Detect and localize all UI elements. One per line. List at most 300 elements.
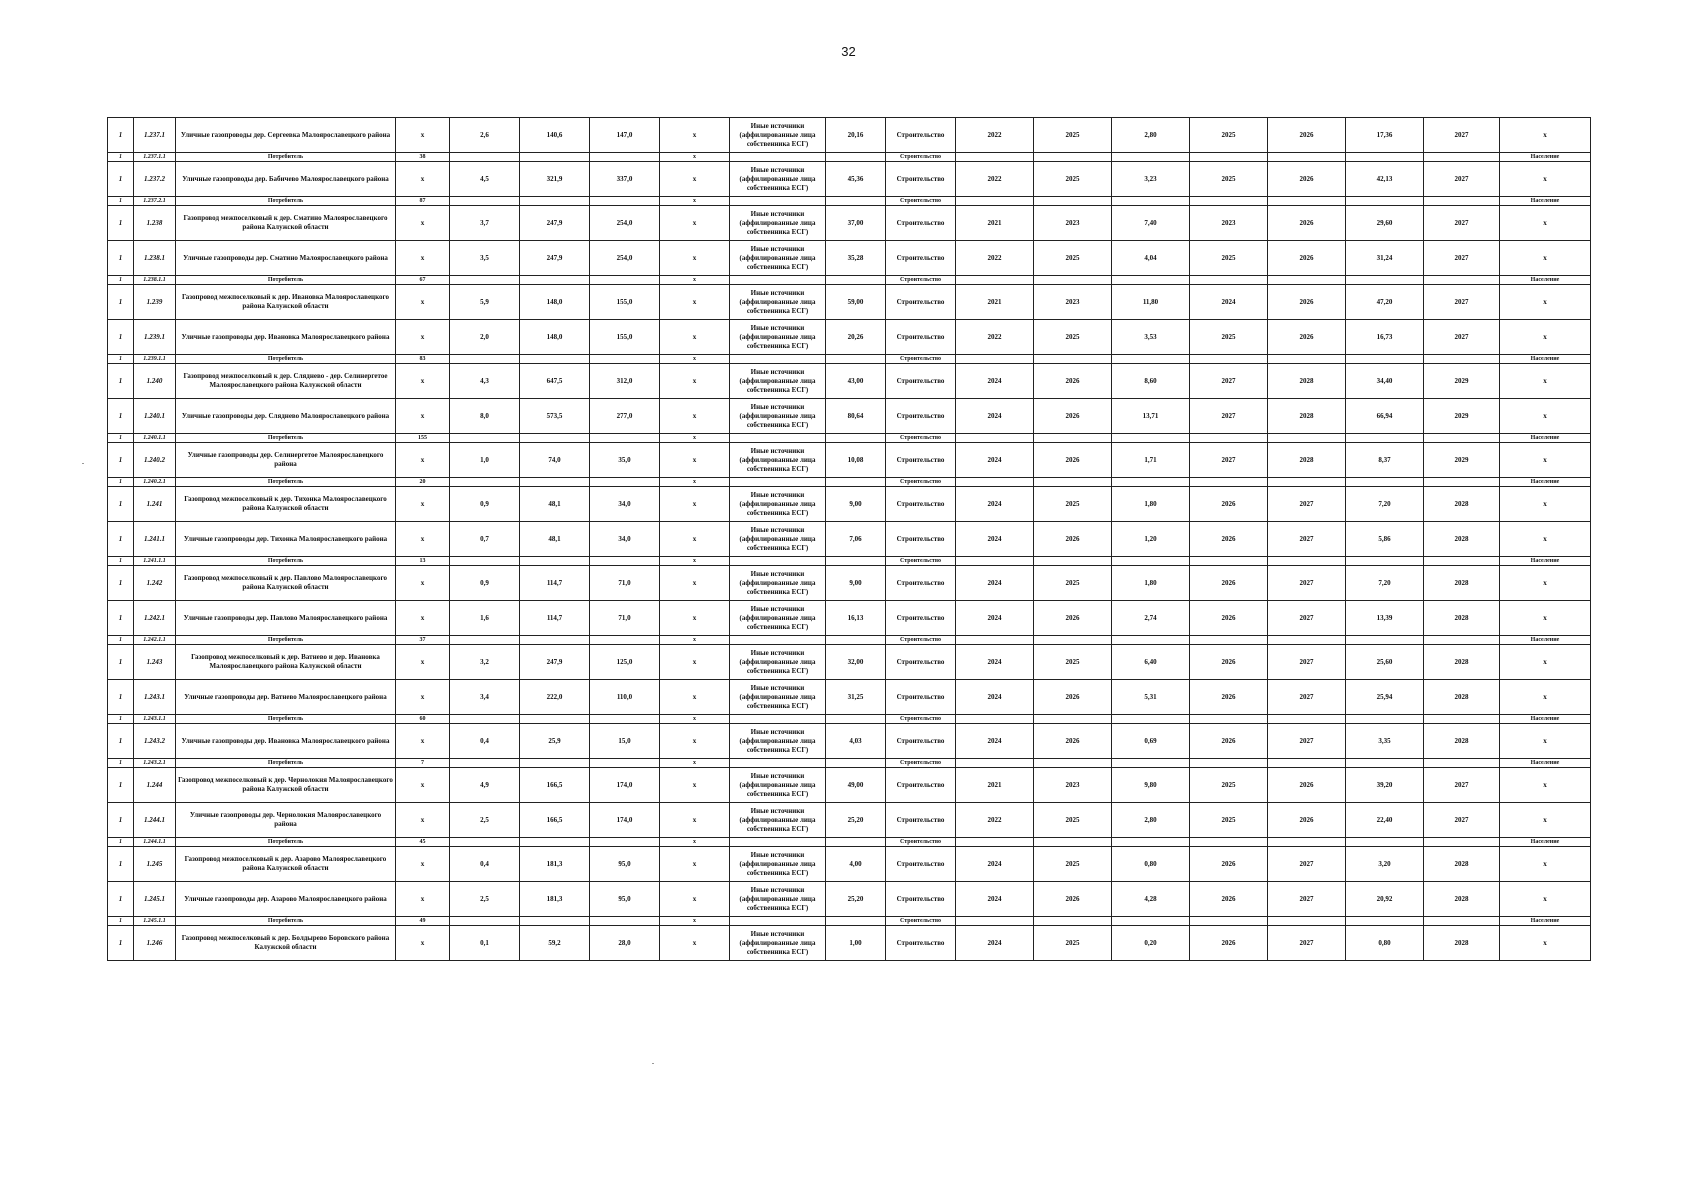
cell-vol1: 181,3	[520, 847, 590, 882]
cell-source: Иные источники (аффилированные лица собственника ЕСГ)	[730, 680, 826, 715]
cell-last: Население	[1500, 276, 1591, 285]
cell-source: Иные источники (аффилированные лица собственника ЕСГ)	[730, 882, 826, 917]
cell-len: 3,4	[450, 680, 520, 715]
cell-len: 3,2	[450, 645, 520, 680]
cell-x1: x	[396, 241, 450, 276]
cell-code: 1.244.1	[134, 803, 176, 838]
cell-amt2	[1346, 917, 1424, 926]
cell-source: Иные источники (аффилированные лица собственника ЕСГ)	[730, 601, 826, 636]
cell-name: Потребитель	[176, 917, 396, 926]
cell-amt: 9,80	[1112, 768, 1190, 803]
cell-y3: 2025	[1190, 320, 1268, 355]
cell-idx: 1	[108, 364, 134, 399]
cell-y3: 2027	[1190, 399, 1268, 434]
cell-type: Строительство	[886, 241, 956, 276]
cell-source: Иные источники (аффилированные лица собственника ЕСГ)	[730, 522, 826, 557]
cell-code: 1.239	[134, 285, 176, 320]
cell-len: 0,7	[450, 522, 520, 557]
cell-vol2: 71,0	[590, 601, 660, 636]
cell-source: Иные источники (аффилированные лица собственника ЕСГ)	[730, 241, 826, 276]
cell-y4: 2027	[1268, 926, 1346, 961]
cell-amt2: 5,86	[1346, 522, 1424, 557]
cell-last: Население	[1500, 355, 1591, 364]
cell-name: Потребитель	[176, 197, 396, 206]
cell-y5: 2027	[1424, 162, 1500, 197]
cell-vol2: 174,0	[590, 803, 660, 838]
cell-x1: x	[396, 364, 450, 399]
cell-type: Строительство	[886, 724, 956, 759]
cell-code: 1.240	[134, 364, 176, 399]
table-subrow-consumer	[108, 197, 1591, 206]
cell-vol1	[520, 838, 590, 847]
cell-source: Иные источники (аффилированные лица собственника ЕСГ)	[730, 118, 826, 153]
cell-amt	[1112, 153, 1190, 162]
cell-last: x	[1500, 443, 1591, 478]
cell-y4	[1268, 197, 1346, 206]
cell-cost	[826, 276, 886, 285]
cell-cost: 32,00	[826, 645, 886, 680]
cell-amt: 2,74	[1112, 601, 1190, 636]
cell-code: 1.245	[134, 847, 176, 882]
cell-last: x	[1500, 601, 1591, 636]
cell-type: Строительство	[886, 206, 956, 241]
cell-amt: 8,60	[1112, 364, 1190, 399]
cell-x2: x	[660, 926, 730, 961]
cell-code: 1.243.2	[134, 724, 176, 759]
cell-y2: 2025	[1034, 118, 1112, 153]
cell-y1: 2021	[956, 206, 1034, 241]
cell-cost: 4,00	[826, 847, 886, 882]
cell-type: Строительство	[886, 645, 956, 680]
cell-name: Потребитель	[176, 276, 396, 285]
table-subrow-consumer	[108, 153, 1591, 162]
cell-y5: 2027	[1424, 285, 1500, 320]
cell-vol2	[590, 153, 660, 162]
cell-vol1: 222,0	[520, 680, 590, 715]
cell-y5	[1424, 197, 1500, 206]
cell-last: Население	[1500, 759, 1591, 768]
cell-x1: x	[396, 680, 450, 715]
cell-last: x	[1500, 241, 1591, 276]
cell-vol2	[590, 478, 660, 487]
cell-vol1: 48,1	[520, 487, 590, 522]
cell-y1: 2024	[956, 882, 1034, 917]
cell-vol2: 95,0	[590, 847, 660, 882]
cell-y1: 2024	[956, 566, 1034, 601]
cell-amt2: 8,37	[1346, 443, 1424, 478]
cell-last: x	[1500, 118, 1591, 153]
cell-code: 1.238.1	[134, 241, 176, 276]
cell-x2: x	[660, 522, 730, 557]
cell-idx: 1	[108, 320, 134, 355]
cell-vol1	[520, 355, 590, 364]
cell-type: Строительство	[886, 434, 956, 443]
cell-y5	[1424, 636, 1500, 645]
cell-y5: 2029	[1424, 364, 1500, 399]
cell-y2	[1034, 197, 1112, 206]
cell-x1: x	[396, 285, 450, 320]
cell-x1: x	[396, 522, 450, 557]
cell-vol2	[590, 636, 660, 645]
cell-amt: 1,80	[1112, 566, 1190, 601]
cell-x1: x	[396, 566, 450, 601]
cell-y4	[1268, 276, 1346, 285]
table-row	[108, 566, 1591, 601]
cell-x2: x	[660, 162, 730, 197]
cell-idx: 1	[108, 241, 134, 276]
cell-last: x	[1500, 285, 1591, 320]
cell-y2: 2026	[1034, 601, 1112, 636]
cell-vol1	[520, 153, 590, 162]
cell-amt	[1112, 434, 1190, 443]
cell-amt2: 0,80	[1346, 926, 1424, 961]
cell-name: Уличные газопроводы дер. Сляднево Малоярославецкого района	[176, 399, 396, 434]
scan-speck	[652, 1063, 654, 1064]
cell-cost: 49,00	[826, 768, 886, 803]
cell-last: Население	[1500, 636, 1591, 645]
cell-vol1	[520, 636, 590, 645]
cell-cost: 7,06	[826, 522, 886, 557]
cell-cost	[826, 355, 886, 364]
cell-idx: 1	[108, 206, 134, 241]
cell-idx: 1	[108, 355, 134, 364]
cell-x2: x	[660, 838, 730, 847]
cell-amt: 2,80	[1112, 118, 1190, 153]
cell-cost: 31,25	[826, 680, 886, 715]
cell-code: 1.237.1	[134, 118, 176, 153]
cell-y1	[956, 917, 1034, 926]
cell-y2: 2023	[1034, 206, 1112, 241]
cell-source: Иные источники (аффилированные лица собственника ЕСГ)	[730, 443, 826, 478]
cell-vol1: 114,7	[520, 601, 590, 636]
cell-last: x	[1500, 162, 1591, 197]
table-row	[108, 241, 1591, 276]
cell-x1: x	[396, 162, 450, 197]
cell-vol2	[590, 355, 660, 364]
cell-cost	[826, 715, 886, 724]
cell-type: Строительство	[886, 759, 956, 768]
cell-amt: 13,71	[1112, 399, 1190, 434]
cell-y3: 2026	[1190, 847, 1268, 882]
cell-type: Строительство	[886, 197, 956, 206]
cell-amt2	[1346, 355, 1424, 364]
cell-x1: x	[396, 399, 450, 434]
cell-code: 1.245.1	[134, 882, 176, 917]
cell-vol2: 312,0	[590, 364, 660, 399]
cell-y1: 2021	[956, 285, 1034, 320]
cell-y1	[956, 557, 1034, 566]
cell-vol1	[520, 715, 590, 724]
cell-idx: 1	[108, 724, 134, 759]
cell-y2	[1034, 715, 1112, 724]
cell-idx: 1	[108, 566, 134, 601]
cell-name: Газопровод межпоселковый к дер. Сляднево - дер. Селинергетое Малоярославецкого района Калужской области	[176, 364, 396, 399]
cell-amt2: 25,60	[1346, 645, 1424, 680]
cell-code: 1.240.2	[134, 443, 176, 478]
table-row	[108, 487, 1591, 522]
cell-type: Строительство	[886, 601, 956, 636]
cell-last: Население	[1500, 153, 1591, 162]
cell-y5: 2029	[1424, 443, 1500, 478]
cell-len	[450, 276, 520, 285]
cell-last: x	[1500, 882, 1591, 917]
cell-cost: 1,00	[826, 926, 886, 961]
cell-amt2	[1346, 197, 1424, 206]
cell-cost: 9,00	[826, 566, 886, 601]
cell-y1: 2024	[956, 522, 1034, 557]
cell-code: 1.245.1.1	[134, 917, 176, 926]
table-row	[108, 768, 1591, 803]
cell-y5: 2028	[1424, 680, 1500, 715]
cell-vol1: 247,9	[520, 645, 590, 680]
cell-type: Строительство	[886, 162, 956, 197]
cell-y3	[1190, 478, 1268, 487]
cell-amt2: 29,60	[1346, 206, 1424, 241]
cell-last: Население	[1500, 478, 1591, 487]
cell-type: Строительство	[886, 355, 956, 364]
cell-vol1: 573,5	[520, 399, 590, 434]
cell-x2: x	[660, 917, 730, 926]
cell-len: 0,9	[450, 487, 520, 522]
cell-cost	[826, 917, 886, 926]
cell-y5: 2029	[1424, 399, 1500, 434]
cell-x2: x	[660, 680, 730, 715]
cell-amt2: 20,92	[1346, 882, 1424, 917]
cell-last: x	[1500, 847, 1591, 882]
cell-y4: 2026	[1268, 241, 1346, 276]
page-number: 32	[841, 44, 856, 59]
cell-y4	[1268, 838, 1346, 847]
cell-last: x	[1500, 206, 1591, 241]
cell-y4: 2028	[1268, 399, 1346, 434]
cell-code: 1.239.1	[134, 320, 176, 355]
cell-len: 1,6	[450, 601, 520, 636]
cell-y3: 2026	[1190, 566, 1268, 601]
cell-vol2: 125,0	[590, 645, 660, 680]
cell-y5: 2028	[1424, 522, 1500, 557]
cell-vol2: 254,0	[590, 206, 660, 241]
cell-source	[730, 434, 826, 443]
cell-source: Иные источники (аффилированные лица собственника ЕСГ)	[730, 399, 826, 434]
cell-y4: 2027	[1268, 645, 1346, 680]
cell-amt	[1112, 478, 1190, 487]
cell-y4: 2027	[1268, 566, 1346, 601]
cell-vol1: 647,5	[520, 364, 590, 399]
cell-name: Потребитель	[176, 838, 396, 847]
cell-cost	[826, 636, 886, 645]
cell-vol1	[520, 917, 590, 926]
cell-y1: 2024	[956, 443, 1034, 478]
cell-y2: 2025	[1034, 926, 1112, 961]
cell-y1	[956, 715, 1034, 724]
cell-vol1: 114,7	[520, 566, 590, 601]
cell-y5: 2028	[1424, 645, 1500, 680]
cell-amt: 1,71	[1112, 443, 1190, 478]
cell-y3: 2025	[1190, 162, 1268, 197]
cell-idx: 1	[108, 768, 134, 803]
cell-name: Газопровод межпоселковый к дер. Павлово Малоярославецкого района Калужской области	[176, 566, 396, 601]
cell-type: Строительство	[886, 557, 956, 566]
cell-idx: 1	[108, 838, 134, 847]
cell-y1	[956, 478, 1034, 487]
cell-cost	[826, 759, 886, 768]
cell-y4	[1268, 355, 1346, 364]
cell-x2: x	[660, 197, 730, 206]
table-row	[108, 399, 1591, 434]
cell-last: Население	[1500, 197, 1591, 206]
cell-code: 1.237.2	[134, 162, 176, 197]
cell-vol2	[590, 557, 660, 566]
cell-type: Строительство	[886, 443, 956, 478]
cell-x1: x	[396, 803, 450, 838]
cell-x1: 87	[396, 197, 450, 206]
cell-code: 1.237.1.1	[134, 153, 176, 162]
cell-len: 0,1	[450, 926, 520, 961]
cell-y1: 2022	[956, 320, 1034, 355]
cell-x1: 49	[396, 917, 450, 926]
cell-type: Строительство	[886, 478, 956, 487]
cell-y1: 2024	[956, 926, 1034, 961]
cell-cost: 25,20	[826, 803, 886, 838]
cell-x2: x	[660, 364, 730, 399]
cell-idx: 1	[108, 399, 134, 434]
cell-y2	[1034, 759, 1112, 768]
cell-amt	[1112, 917, 1190, 926]
cell-x1: x	[396, 443, 450, 478]
cell-code: 1.244	[134, 768, 176, 803]
cell-y3	[1190, 557, 1268, 566]
cell-y4: 2026	[1268, 206, 1346, 241]
cell-name: Потребитель	[176, 759, 396, 768]
cell-name: Уличные газопроводы дер. Сматино Малоярославецкого района	[176, 241, 396, 276]
cell-source	[730, 759, 826, 768]
cell-name: Потребитель	[176, 434, 396, 443]
cell-vol1: 181,3	[520, 882, 590, 917]
cell-amt2	[1346, 759, 1424, 768]
cell-y1: 2024	[956, 399, 1034, 434]
cell-code: 1.241.1	[134, 522, 176, 557]
cell-amt: 0,69	[1112, 724, 1190, 759]
cell-cost: 59,00	[826, 285, 886, 320]
cell-y1	[956, 197, 1034, 206]
table-row	[108, 847, 1591, 882]
cell-amt2: 47,20	[1346, 285, 1424, 320]
cell-x2: x	[660, 241, 730, 276]
cell-y4: 2027	[1268, 487, 1346, 522]
cell-amt2: 3,35	[1346, 724, 1424, 759]
cell-amt2	[1346, 838, 1424, 847]
cell-y3: 2026	[1190, 522, 1268, 557]
cell-y4: 2026	[1268, 768, 1346, 803]
cell-y4	[1268, 434, 1346, 443]
cell-amt: 3,23	[1112, 162, 1190, 197]
cell-x1: 67	[396, 276, 450, 285]
cell-y2	[1034, 636, 1112, 645]
cell-cost	[826, 557, 886, 566]
cell-cost: 80,64	[826, 399, 886, 434]
table-row	[108, 803, 1591, 838]
cell-vol1	[520, 434, 590, 443]
cell-amt2: 13,39	[1346, 601, 1424, 636]
cell-amt2: 66,94	[1346, 399, 1424, 434]
cell-idx: 1	[108, 847, 134, 882]
cell-amt: 1,80	[1112, 487, 1190, 522]
cell-y3	[1190, 715, 1268, 724]
cell-vol2: 174,0	[590, 768, 660, 803]
cell-len: 3,7	[450, 206, 520, 241]
cell-len	[450, 434, 520, 443]
cell-len: 2,6	[450, 118, 520, 153]
cell-vol1: 25,9	[520, 724, 590, 759]
cell-source: Иные источники (аффилированные лица собственника ЕСГ)	[730, 768, 826, 803]
cell-y2: 2025	[1034, 320, 1112, 355]
cell-y4: 2028	[1268, 443, 1346, 478]
cell-len: 2,5	[450, 803, 520, 838]
cell-y3	[1190, 759, 1268, 768]
cell-x1: x	[396, 768, 450, 803]
cell-name: Газопровод межпоселковый к дер. Болдырево Боровского района Калужской области	[176, 926, 396, 961]
cell-idx: 1	[108, 601, 134, 636]
cell-name: Газопровод межпоселковый к дер. Чернолокня Малоярославецкого района Калужской области	[176, 768, 396, 803]
cell-name: Потребитель	[176, 153, 396, 162]
cell-len: 4,5	[450, 162, 520, 197]
cell-vol2: 34,0	[590, 522, 660, 557]
cell-name: Уличные газопроводы дер. Чернолокня Малоярославецкого района	[176, 803, 396, 838]
cell-idx: 1	[108, 197, 134, 206]
cell-len	[450, 355, 520, 364]
cell-name: Уличные газопроводы дер. Селинергетое Малоярославецкого района	[176, 443, 396, 478]
cell-amt	[1112, 355, 1190, 364]
table-row	[108, 285, 1591, 320]
cell-code: 1.242.1	[134, 601, 176, 636]
cell-last: x	[1500, 926, 1591, 961]
cell-x1: x	[396, 926, 450, 961]
cell-cost: 37,00	[826, 206, 886, 241]
cell-y4: 2026	[1268, 803, 1346, 838]
cell-y4	[1268, 917, 1346, 926]
cell-x2: x	[660, 320, 730, 355]
table-row	[108, 522, 1591, 557]
cell-idx: 1	[108, 803, 134, 838]
cell-code: 1.241	[134, 487, 176, 522]
table-row	[108, 882, 1591, 917]
cell-y5: 2028	[1424, 724, 1500, 759]
table-subrow-consumer	[108, 355, 1591, 364]
cell-vol1	[520, 276, 590, 285]
cell-y1: 2024	[956, 680, 1034, 715]
cell-vol2: 34,0	[590, 487, 660, 522]
cell-x2: x	[660, 434, 730, 443]
cell-x1: x	[396, 645, 450, 680]
cell-code: 1.238	[134, 206, 176, 241]
cell-y1: 2024	[956, 601, 1034, 636]
cell-source	[730, 917, 826, 926]
cell-vol2: 15,0	[590, 724, 660, 759]
cell-source: Иные источники (аффилированные лица собственника ЕСГ)	[730, 847, 826, 882]
cell-y5	[1424, 759, 1500, 768]
cell-type: Строительство	[886, 636, 956, 645]
cell-y3: 2027	[1190, 443, 1268, 478]
cell-idx: 1	[108, 882, 134, 917]
cell-last: x	[1500, 724, 1591, 759]
cell-y2	[1034, 153, 1112, 162]
cell-type: Строительство	[886, 926, 956, 961]
cell-x2: x	[660, 768, 730, 803]
cell-x2: x	[660, 715, 730, 724]
cell-y5: 2028	[1424, 882, 1500, 917]
cell-y5: 2028	[1424, 847, 1500, 882]
table-row	[108, 601, 1591, 636]
